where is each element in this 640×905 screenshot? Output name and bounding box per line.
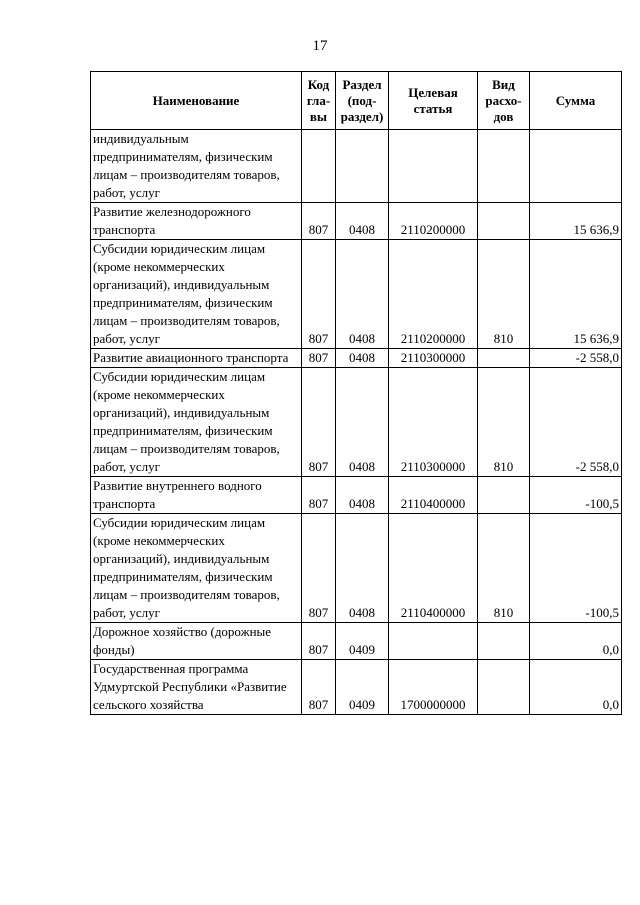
row-article: 2110400000 xyxy=(389,477,478,514)
table-row xyxy=(91,477,622,514)
row-chapter: 807 xyxy=(302,240,336,349)
header-section: Раздел (под-раздел) xyxy=(336,72,389,130)
row-article: 2110200000 xyxy=(389,240,478,349)
row-amount xyxy=(530,130,622,203)
row-amount: 0,0 xyxy=(530,623,622,660)
table-row xyxy=(91,203,622,240)
row-section: 0408 xyxy=(336,349,389,368)
row-article: 2110200000 xyxy=(389,203,478,240)
header-amount: Сумма xyxy=(530,72,622,130)
table-header-row xyxy=(91,72,622,130)
row-name: Развитие авиационного транспорта xyxy=(91,349,302,368)
row-article: 2110300000 xyxy=(389,349,478,368)
page-number: 17 xyxy=(312,38,328,54)
row-chapter: 807 xyxy=(302,203,336,240)
table-row xyxy=(91,349,622,368)
table-row xyxy=(91,130,622,203)
header-chapter-code: Код гла-вы xyxy=(302,72,336,130)
header-name: Наименование xyxy=(91,72,302,130)
table-row xyxy=(91,368,622,477)
row-chapter: 807 xyxy=(302,477,336,514)
row-kind xyxy=(478,130,530,203)
row-kind: 810 xyxy=(478,368,530,477)
row-amount: 0,0 xyxy=(530,660,622,715)
header-expense-type: Вид расхо-дов xyxy=(478,72,530,130)
row-chapter: 807 xyxy=(302,623,336,660)
row-name: Субсидии юридическим лицам (кроме некоммерческих организаций), индивидуальным предпринимателям, физическим лицам – производителям товаров, работ, услуг xyxy=(91,368,302,477)
table-row xyxy=(91,623,622,660)
row-amount: 15 636,9 xyxy=(530,240,622,349)
row-section: 0408 xyxy=(336,203,389,240)
row-amount: -2 558,0 xyxy=(530,368,622,477)
row-section: 0408 xyxy=(336,477,389,514)
row-section xyxy=(336,130,389,203)
table-row xyxy=(91,660,622,715)
row-chapter: 807 xyxy=(302,349,336,368)
row-kind xyxy=(478,623,530,660)
row-kind xyxy=(478,477,530,514)
row-chapter xyxy=(302,130,336,203)
row-article xyxy=(389,623,478,660)
row-kind xyxy=(478,349,530,368)
row-article: 1700000000 xyxy=(389,660,478,715)
row-section: 0409 xyxy=(336,623,389,660)
row-amount: -100,5 xyxy=(530,514,622,623)
table-row xyxy=(91,514,622,623)
row-name: Дорожное хозяйство (дорожные фонды) xyxy=(91,623,302,660)
header-target-article: Целевая статья xyxy=(389,72,478,130)
row-article xyxy=(389,130,478,203)
row-name: Развитие железнодорожного транспорта xyxy=(91,203,302,240)
row-name: Субсидии юридическим лицам (кроме некоммерческих организаций), индивидуальным предпринимателям, физическим лицам – производителям товаров, работ, услуг xyxy=(91,240,302,349)
row-article: 2110300000 xyxy=(389,368,478,477)
row-chapter: 807 xyxy=(302,368,336,477)
row-section: 0409 xyxy=(336,660,389,715)
table-row xyxy=(91,240,622,349)
row-section: 0408 xyxy=(336,368,389,477)
row-amount: -100,5 xyxy=(530,477,622,514)
row-kind xyxy=(478,203,530,240)
row-name: Развитие внутреннего водного транспорта xyxy=(91,477,302,514)
row-name: Субсидии юридическим лицам (кроме некоммерческих организаций), индивидуальным предпринимателям, физическим лицам – производителям товаров, работ, услуг xyxy=(91,514,302,623)
row-kind: 810 xyxy=(478,240,530,349)
row-chapter: 807 xyxy=(302,514,336,623)
row-name: Государственная программа Удмуртской Республики «Развитие сельского хозяйства xyxy=(91,660,302,715)
row-name: индивидуальным предпринимателям, физическим лицам – производителям товаров, работ, услуг xyxy=(91,130,302,203)
row-amount: 15 636,9 xyxy=(530,203,622,240)
row-section: 0408 xyxy=(336,240,389,349)
row-chapter: 807 xyxy=(302,660,336,715)
row-kind xyxy=(478,660,530,715)
row-amount: -2 558,0 xyxy=(530,349,622,368)
row-kind: 810 xyxy=(478,514,530,623)
row-section: 0408 xyxy=(336,514,389,623)
row-article: 2110400000 xyxy=(389,514,478,623)
budget-table xyxy=(90,71,622,715)
